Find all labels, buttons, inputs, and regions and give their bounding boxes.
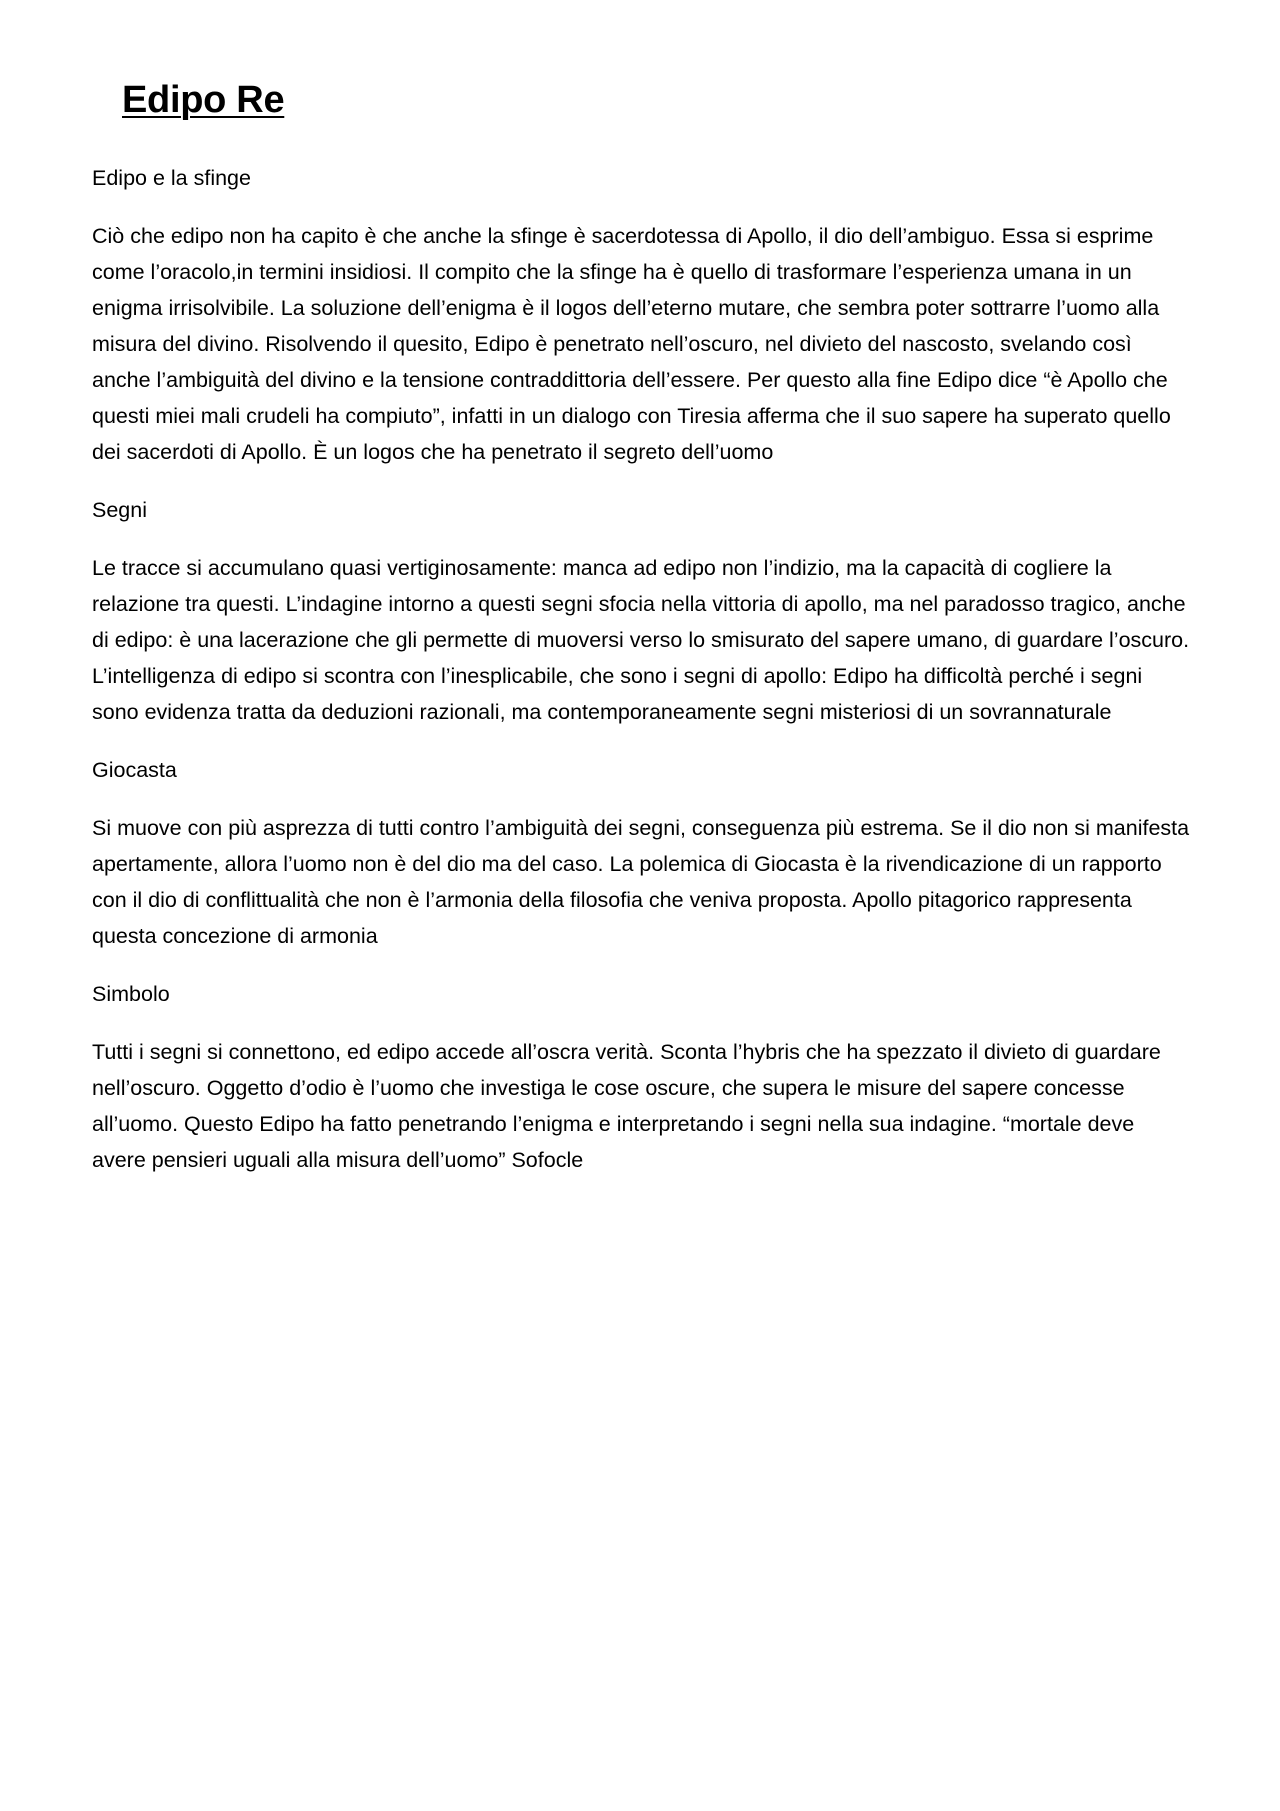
section-text-segni: Le tracce si accumulano quasi vertiginosamente: manca ad edipo non l’indizio, ma la capacità di cogliere la relazione tra questi. L’indagine intorno a questi segni sfocia nella vittoria di apollo, ma nel paradosso tragico, anche di edipo: è una lacerazione che gli permette di muoversi verso lo smisurato del sapere umano, di guardare l’oscuro. L’intelligenza di edipo si scontra con l’inesplicabile, che sono i segni di apollo: Edipo ha difficoltà perché i segni sono evidenza tratta da deduzioni razionali, ma contemporaneamente segni misteriosi di un sovrannaturale xyxy=(92,556,1190,724)
section-heading-segni: Segni xyxy=(92,498,147,522)
document-body xyxy=(92,160,1192,1200)
document-title: Edipo Re xyxy=(122,79,285,121)
section-heading-giocasta: Giocasta xyxy=(92,758,177,782)
section-heading-sfinge: Edipo e la sfinge xyxy=(92,166,251,190)
section-text-giocasta: Si muove con più asprezza di tutti contro l’ambiguità dei segni, conseguenza più estrema. Se il dio non si manifesta apertamente, allora l’uomo non è del dio ma del caso. La polemica di Giocasta è la rivendicazione di un rapporto con il dio di conflittualità che non è l’armonia della filosofia che veniva proposta. Apollo pitagorico rappresenta questa concezione di armonia xyxy=(92,816,1190,948)
section-text-sfinge: Ciò che edipo non ha capito è che anche la sfinge è sacerdotessa di Apollo, il dio dell’ambiguo. Essa si esprime come l’oracolo,in termini insidiosi. Il compito che la sfinge ha è quello di trasformare l’esperienza umana in un enigma irrisolvibile. La soluzione dell’enigma è il logos dell’eterno mutare, che sembra poter sottrarre l’uomo alla misura del divino. Risolvendo il quesito, Edipo è penetrato nell’oscuro, nel divieto del nascosto, svelando così anche l’ambiguità del divino e la tensione contraddittoria dell’essere. Per questo alla fine Edipo dice “è Apollo che questi miei mali crudeli ha compiuto”, infatti in un dialogo con Tiresia afferma che il suo sapere ha superato quello dei sacerdoti di Apollo. È un logos che ha penetrato il segreto dell’uomo xyxy=(92,224,1171,464)
section-heading-simbolo: Simbolo xyxy=(92,982,170,1006)
section-text-simbolo: Tutti i segni si connettono, ed edipo accede all’oscra verità. Sconta l’hybris che ha spezzato il divieto di guardare nell’oscuro. Oggetto d’odio è l’uomo che investiga le cose oscure, che supera le misure del sapere concesse all’uomo. Questo Edipo ha fatto penetrando l’enigma e interpretando i segni nella sua indagine. “mortale deve avere pensieri uguali alla misura dell’uomo” Sofocle xyxy=(92,1040,1161,1172)
